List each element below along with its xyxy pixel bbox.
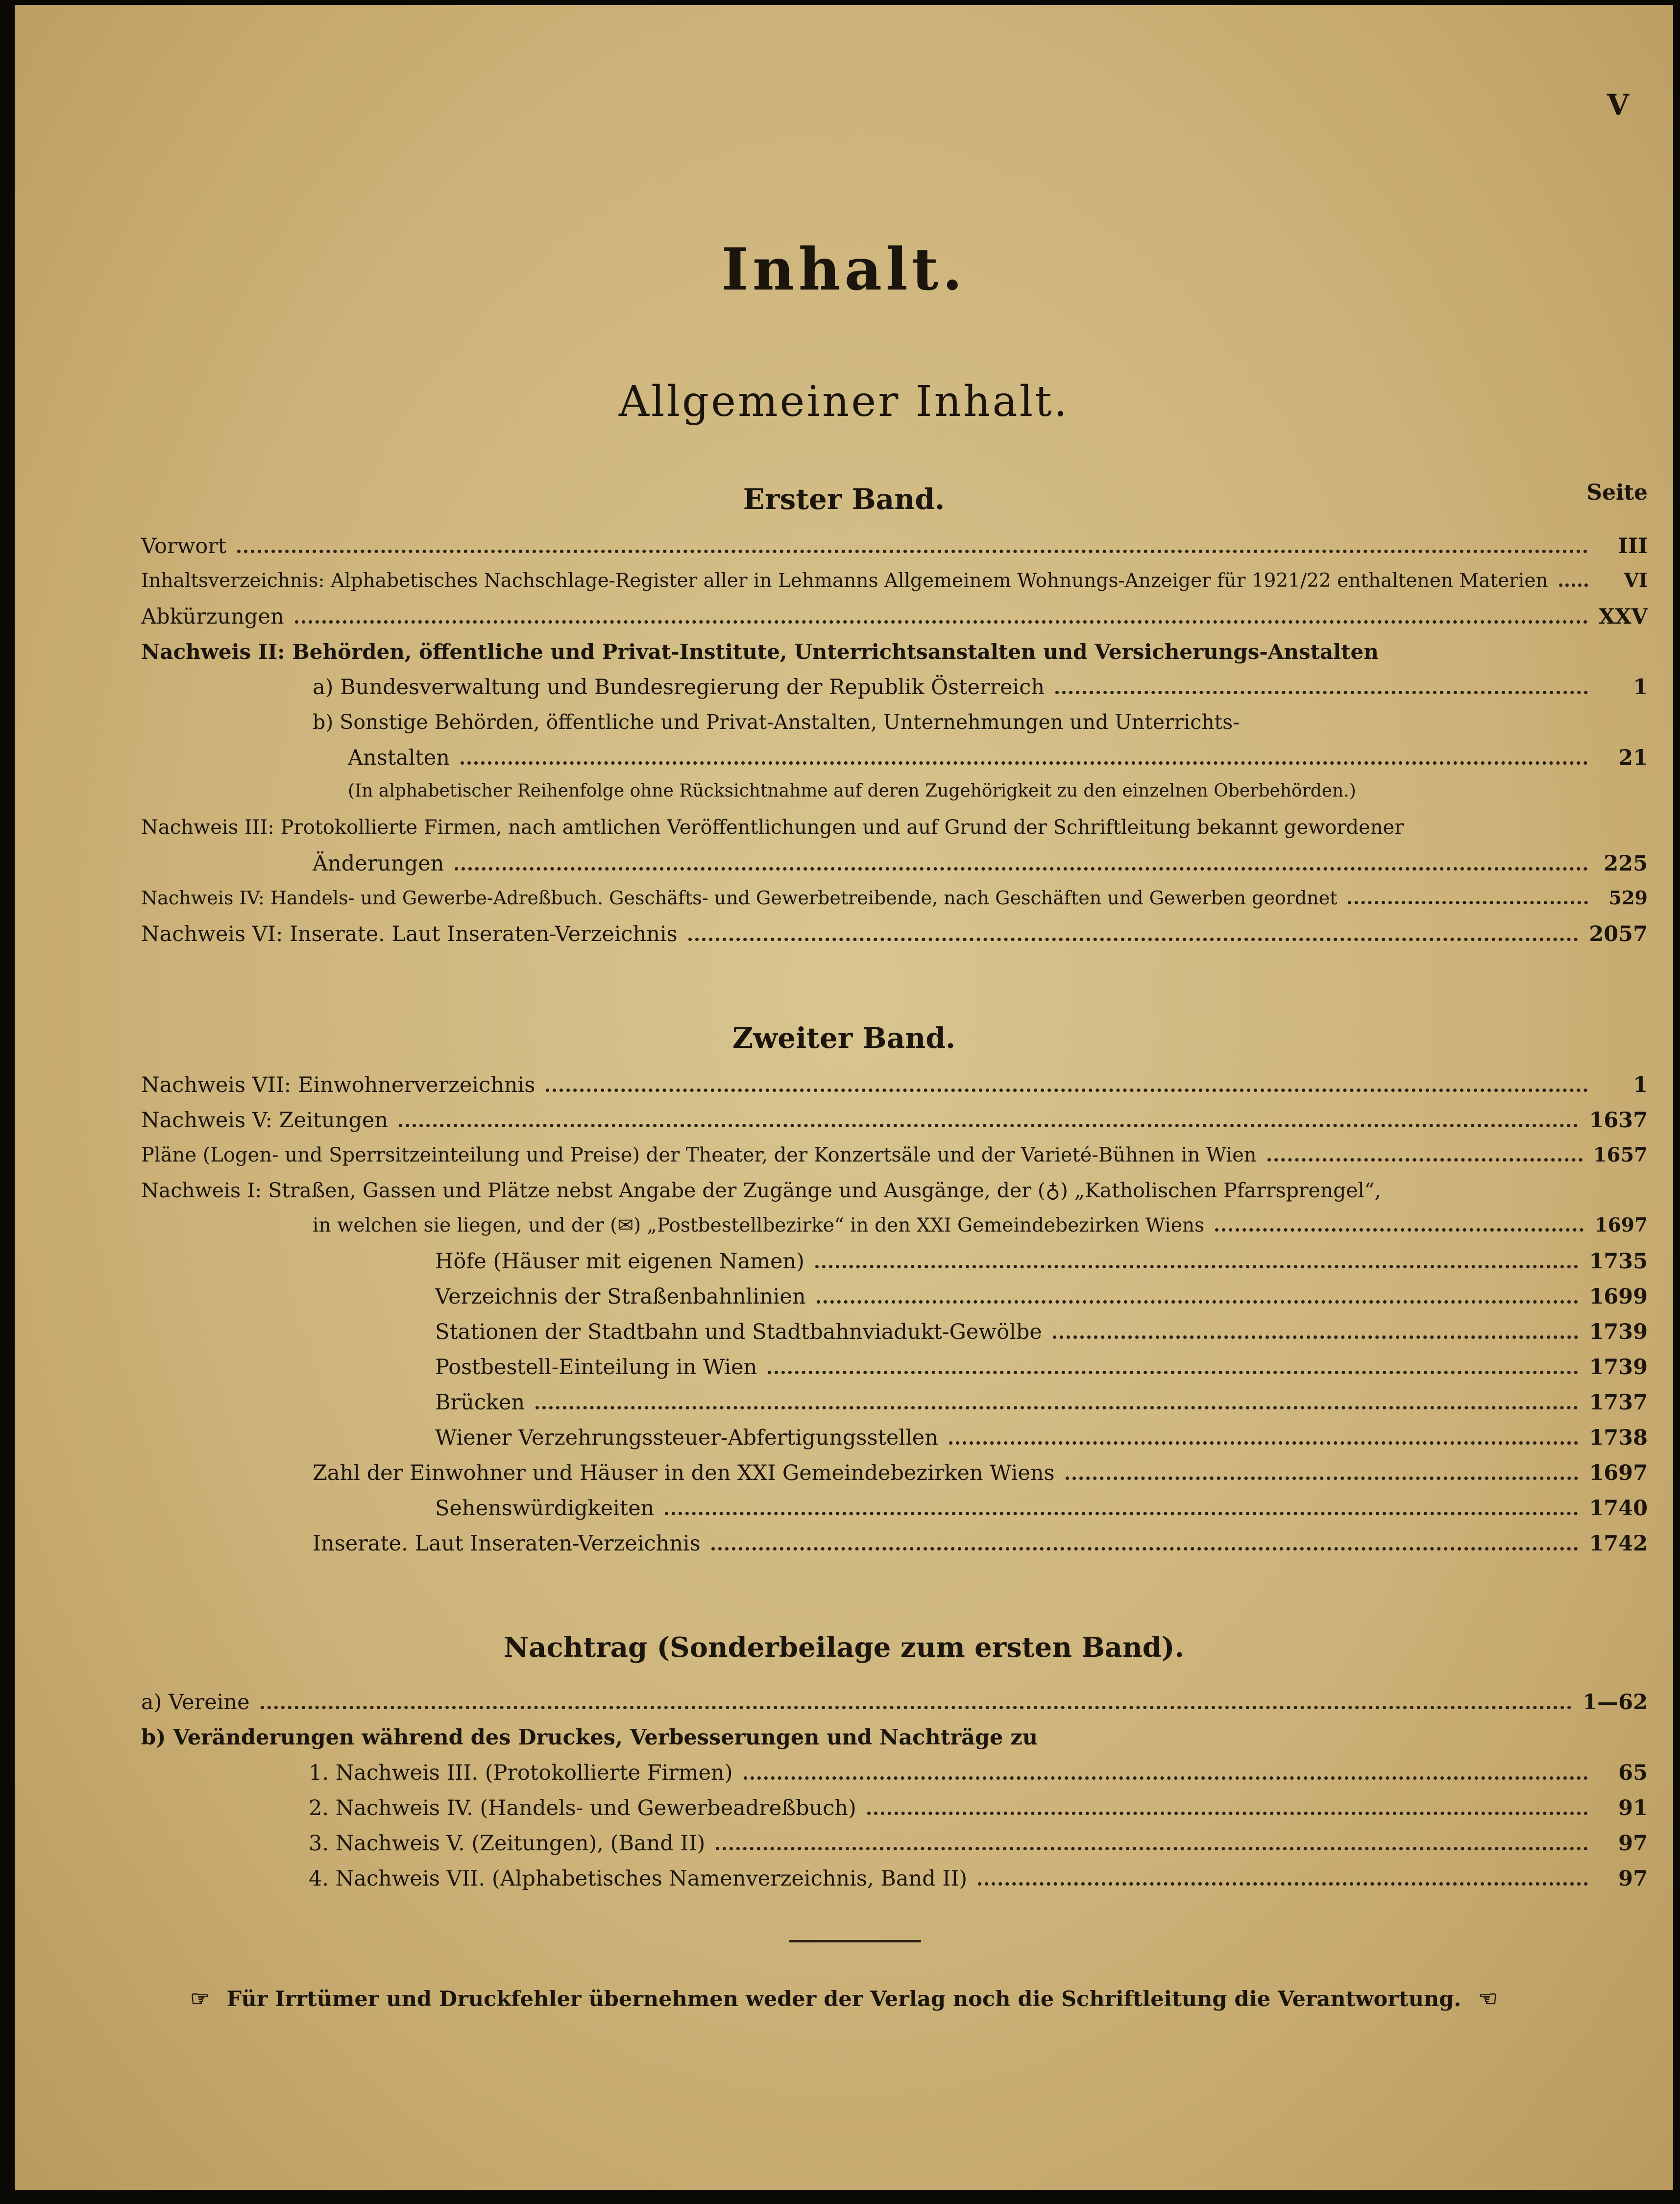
toc-entry: Nachweis V: Zeitungen 1637 <box>141 1108 1648 1133</box>
toc-entry: Sehenswürdigkeiten 1740 <box>435 1496 1648 1521</box>
leader-dots <box>716 1846 1588 1850</box>
leader-dots <box>1215 1228 1583 1232</box>
toc-entry: Nachweis IV: Handels- und Gewerbe-Adreßbuch. Geschäfts- und Gewerbetreibende, nach Geschäften und Gewerben geordnet 529 <box>141 887 1648 909</box>
toc-entry: Höfe (Häuser mit eigenen Namen) 1735 <box>435 1249 1648 1274</box>
toc-entry: 1. Nachweis III. (Protokollierte Firmen) 65 <box>309 1761 1648 1785</box>
toc-entry: in welchen sie liegen, und der (✉) „Postbestellbezirke“ in den XXI Gemeindebezirken Wiens 1697 <box>313 1214 1648 1236</box>
toc-entry: Nachweis VI: Inserate. Laut Inseraten-Verzeichnis 2057 <box>141 922 1648 946</box>
toc-entry: Nachweis II: Behörden, öffentliche und Privat-Institute, Unterrichtsanstalten und Versicherungs-Anstalten <box>141 640 1379 664</box>
leader-dots <box>978 1882 1588 1886</box>
toc-entry: Nachweis VII: Einwohnerverzeichnis 1 <box>141 1073 1648 1097</box>
leader-dots <box>949 1441 1578 1445</box>
toc-entry: Änderungen 225 <box>313 851 1648 876</box>
divider-rule <box>789 1940 921 1942</box>
toc-entry: Nachweis I: Straßen, Gassen und Plätze nebst Angabe der Zugänge und Ausgänge, der (♁) „Katholischen Pfarrsprengel“, <box>141 1179 1381 1202</box>
leader-dots <box>1267 1158 1583 1162</box>
leader-dots <box>261 1705 1572 1709</box>
leader-dots <box>711 1547 1579 1550</box>
toc-entry: a) Vereine 1—62 <box>141 1690 1648 1715</box>
toc-entry: Brücken 1737 <box>435 1390 1648 1415</box>
leader-dots <box>1559 583 1588 587</box>
footer-note: ☞ Für Irrtümer und Druckfehler übernehmen weder der Verlag noch die Schriftleitung die Verantwortung. ☜ <box>190 1986 1498 2011</box>
toc-entry: Verzeichnis der Straßenbahnlinien 1699 <box>435 1284 1648 1309</box>
toc-entry: Stationen der Stadtbahn und Stadtbahnviadukt-Gewölbe 1739 <box>435 1320 1648 1344</box>
pointing-hand-right-icon: ☞ <box>190 1986 210 2011</box>
seite-label: Seite <box>1586 480 1648 505</box>
toc-entry: Postbestell-Einteilung in Wien 1739 <box>435 1355 1648 1380</box>
leader-dots <box>1066 1476 1579 1480</box>
toc-entry: Pläne (Logen- und Sperrsitzeinteilung und Preise) der Theater, der Konzertsäle und der Varieté-Bühnen in Wien 1657 <box>141 1143 1648 1166</box>
toc-entry: Zahl der Einwohner und Häuser in den XXI Gemeindebezirken Wiens 1697 <box>313 1461 1648 1485</box>
leader-dots <box>768 1370 1578 1374</box>
leader-dots <box>1055 690 1588 694</box>
leader-dots <box>815 1264 1578 1268</box>
page-subtitle: Allgemeiner Inhalt. <box>618 377 1070 426</box>
toc-entry: Inhaltsverzeichnis: Alphabetisches Nachschlage-Register aller in Lehmanns Allgemeinem Wohnungs-Anzeiger für 1921/22 enthaltenen Materien VI <box>141 569 1648 592</box>
toc-entry: Inserate. Laut Inseraten-Verzeichnis 1742 <box>313 1531 1648 1556</box>
page-number: V <box>1607 88 1629 121</box>
leader-dots <box>744 1776 1588 1780</box>
toc-entry: a) Bundesverwaltung und Bundesregierung der Republik Österreich 1 <box>313 675 1648 700</box>
toc-entry: Nachweis III: Protokollierte Firmen, nach amtlichen Veröffentlichungen und auf Grund der Schriftleitung bekannt gewordener <box>141 816 1404 839</box>
leader-dots <box>688 937 1579 941</box>
toc-entry: Wiener Verzehrungssteuer-Abfertigungsstellen 1738 <box>435 1426 1648 1450</box>
leader-dots <box>546 1088 1588 1092</box>
leader-dots <box>817 1300 1579 1304</box>
pointing-hand-left-icon: ☜ <box>1478 1986 1498 2011</box>
toc-entry: b) Sonstige Behörden, öffentliche und Privat-Anstalten, Unternehmungen und Unterrichts- <box>313 710 1240 734</box>
leader-dots <box>399 1123 1578 1127</box>
toc-entry: b) Veränderungen während des Druckes, Verbesserungen und Nachträge zu <box>141 1725 1038 1750</box>
volume1-heading: Erster Band. <box>743 483 945 516</box>
leader-dots <box>665 1511 1578 1515</box>
toc-entry: 2. Nachweis IV. (Handels- und Gewerbeadreßbuch) 91 <box>309 1796 1648 1820</box>
leader-dots <box>867 1811 1588 1815</box>
volume2-heading: Zweiter Band. <box>732 1021 956 1055</box>
leader-dots <box>295 620 1588 624</box>
leader-dots <box>237 549 1588 553</box>
page-title: Inhalt. <box>721 235 967 303</box>
toc-entry: 4. Nachweis VII. (Alphabetisches Namenverzeichnis, Band II) 97 <box>309 1866 1648 1891</box>
toc-note: (In alphabetischer Reihenfolge ohne Rücksichtnahme auf deren Zugehörigkeit zu den einzelnen Oberbehörden.) <box>348 781 1356 801</box>
toc-entry: Anstalten 21 <box>348 746 1648 770</box>
leader-dots <box>461 761 1588 765</box>
document-page <box>15 5 1673 2190</box>
leader-dots <box>1348 900 1588 904</box>
supplement-heading: Nachtrag (Sonderbeilage zum ersten Band). <box>504 1631 1184 1664</box>
toc-entry: 3. Nachweis V. (Zeitungen), (Band II) 97 <box>309 1831 1648 1856</box>
leader-dots <box>536 1405 1578 1409</box>
toc-entry: Vorwort III <box>141 534 1648 558</box>
leader-dots <box>455 867 1588 871</box>
leader-dots <box>1053 1335 1579 1339</box>
toc-entry: Abkürzungen XXV <box>141 605 1648 629</box>
